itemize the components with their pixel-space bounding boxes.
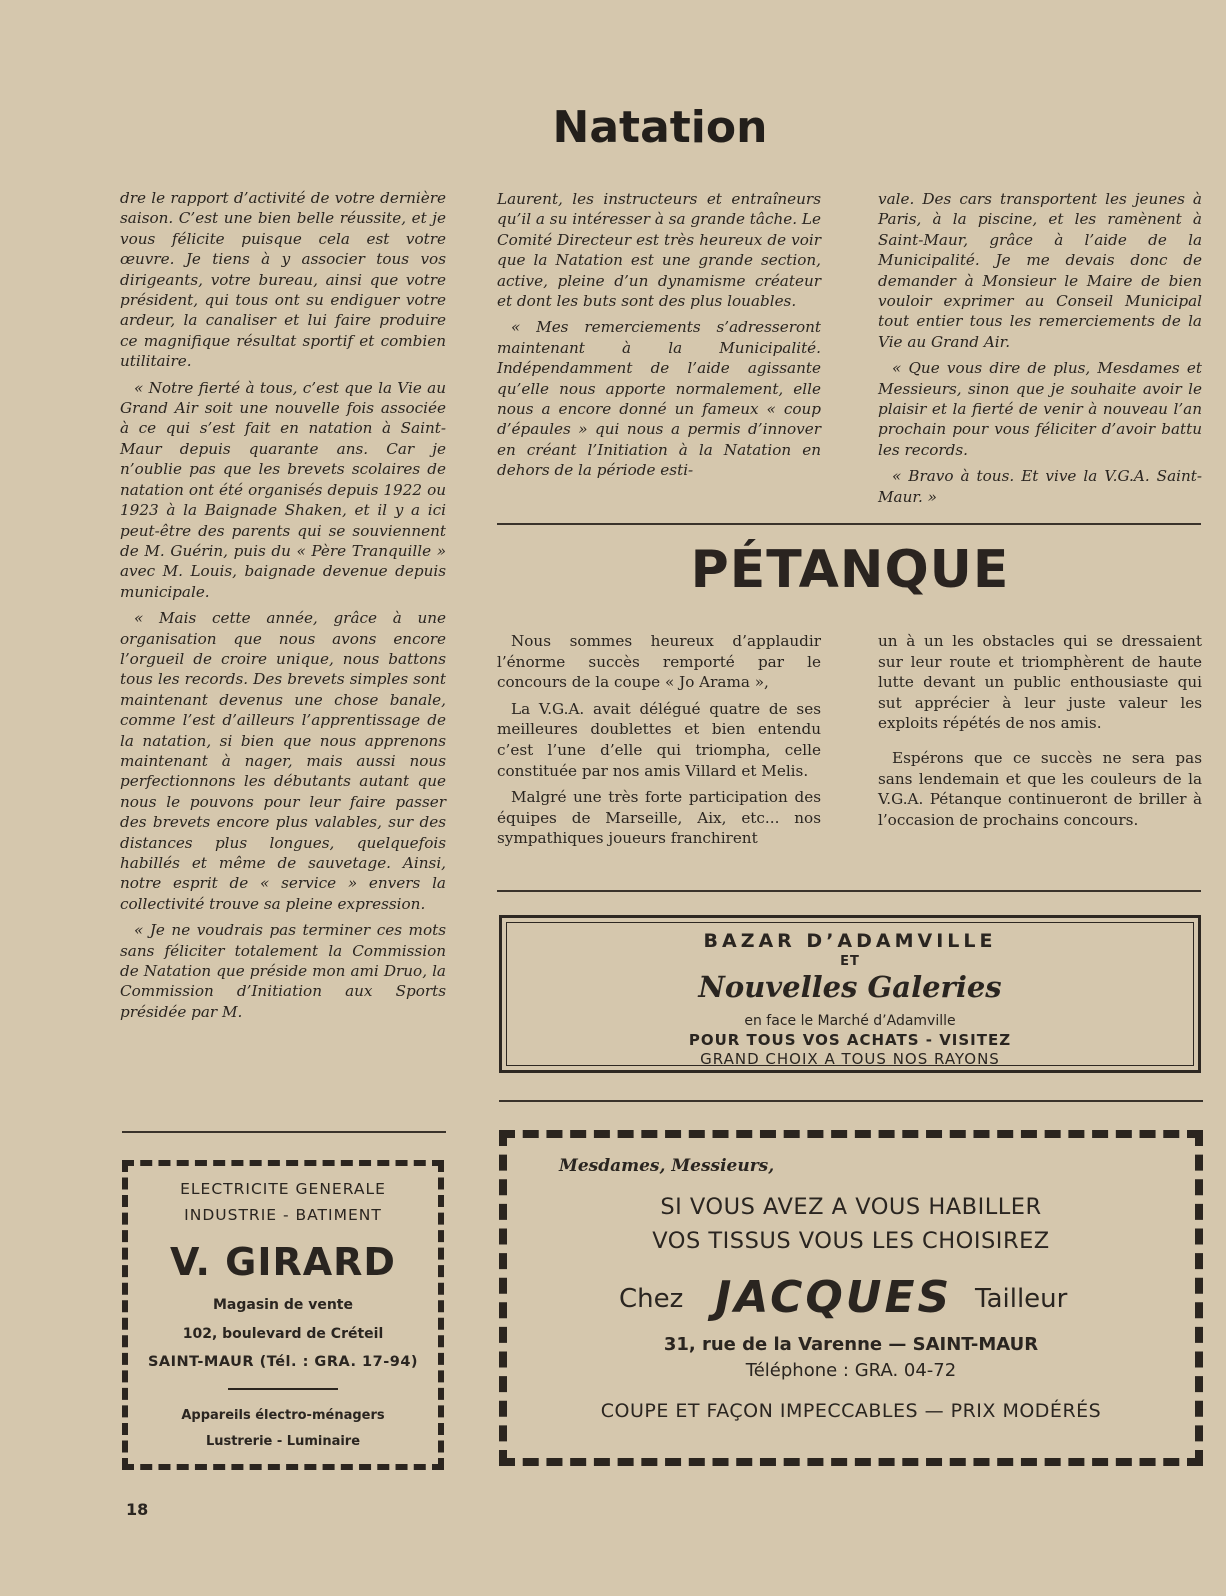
ad-text: SAINT-MAUR (Tél. : GRA. 17-94) (147, 1354, 419, 1370)
paragraph: « Mes remerciements s’adresseront maintenant à la Municipalité. Indépendamment de l’aide agissante qu’elle nous apporte normalement, elle nous a encore donné un fameux « coup d’épaules » qui nous a permis d’innover en créant l’Initiation à la Natation en dehors de la période esti- (497, 318, 821, 480)
section-divider (122, 1131, 446, 1133)
girard-advertisement (122, 1160, 444, 1470)
ad-slogan: COUPE ET FAÇON IMPECCABLES — PRIX MODÉRÉS (600, 1400, 1102, 1422)
jacques-advertisement (499, 1130, 1203, 1466)
ad-text: VOS TISSUS VOUS LES CHOISIREZ (652, 1228, 1050, 1254)
ad-text: POUR TOUS VOS ACHATS - VISITEZ (688, 1031, 1012, 1049)
paragraph: La V.G.A. avait délégué quatre de ses meilleures doublettes et bien entendu c’est l’une d’elle qui triompha, celle constituée par nos amis Villard et Melis. (497, 699, 821, 780)
ad-text: en face le Marché d’Adamville (744, 1013, 956, 1029)
section-divider (497, 523, 1201, 525)
paragraph: « Bravo à tous. Et vive la V.G.A. Saint-Maur. » (878, 467, 1202, 506)
natation-column-1 (120, 188, 446, 1028)
ad-text: ELECTRICITE GENERALE (180, 1180, 386, 1198)
ad-text: Lustrerie - Luminaire (205, 1434, 361, 1449)
petanque-column-1 (497, 631, 821, 855)
paragraph: un à un les obstacles qui se dressaient sur leur route et triomphèrent de haute lutte devant un public enthousiaste qui sut apprécier à leur juste valeur les exploits répétés de nos amis. (878, 632, 1202, 733)
section-divider (499, 1100, 1203, 1102)
paragraph: « Mais cette année, grâce à une organisation que nous avons encore l’orgueil de croire unique, nous battons tous les records. Des brevets simples sont maintenant devenus une chose banale, comme l’est d’ailleurs l’apprentissage de la natation, si bien que nous apprenons maintenant à nager, mais aussi nous perfectionnons les débutants autant que nous le pouvons pour leur faire passer des brevets encore plus valables, sur des distances plus longues, quelquefois habillés et même de sauvetage. Ainsi, notre esprit de « service » envers la collectivité trouve sa pleine expression. (120, 609, 446, 913)
bazar-advertisement (499, 915, 1201, 1073)
ad-text: SI VOUS AVEZ A VOUS HABILLER (660, 1194, 1042, 1220)
section-divider (497, 890, 1201, 892)
ad-brand: Nouvelles Galeries (698, 970, 1002, 1004)
page-number: 18 (126, 1500, 149, 1519)
petanque-title: PÉTANQUE (690, 540, 1010, 600)
ad-brand: JACQUES (715, 1272, 953, 1323)
ad-text: GRAND CHOIX A TOUS NOS RAYONS (700, 1050, 1000, 1068)
ad-divider (228, 1388, 338, 1390)
ad-text: Appareils électro-ménagers (181, 1408, 385, 1423)
ad-text: INDUSTRIE - BATIMENT (184, 1206, 382, 1224)
ad-greeting: Mesdames, Messieurs, (559, 1156, 775, 1176)
ad-text: ET (840, 954, 860, 969)
paragraph: vale. Des cars transportent les jeunes à Paris, à la piscine, et les ramènent à Saint-Maur, grâce à l’aide de la Municipalité. Je me devais donc de demander à Monsieur le Maire de bien vouloir exprimer au Conseil Municipal tout entier tous les remerciements de la Vie au Grand Air. (878, 190, 1202, 351)
paragraph: « Que vous dire de plus, Mesdames et Messieurs, sinon que je souhaite avoir le plaisir et la fierté de venir à nouveau l’an prochain pour vous féliciter d’avoir battu les records. (878, 359, 1202, 459)
ad-text: Magasin de vente (213, 1297, 353, 1313)
paragraph: Malgré une très forte participation des équipes de Marseille, Aix, etc... nos sympathiques joueurs franchirent (497, 788, 821, 848)
natation-column-2 (497, 189, 821, 487)
paragraph: « Je ne voudrais pas terminer ces mots sans féliciter totalement la Commission de Natation que préside mon ami Druo, la Commission d’Initiation aux Sports présidée par M. (120, 921, 446, 1021)
ad-text: 102, boulevard de Créteil (182, 1326, 384, 1342)
paragraph: dre le rapport d’activité de votre dernière saison. C’est une bien belle réussite, et je vous félicite puisque cela est votre œuvre. Je tiens à y associer tous vos dirigeants, votre bureau, ainsi que votre président, qui tous ont su endiguer votre ardeur, la canaliser et lui faire produire ce magnifique résultat sportif et combien utilitaire. (120, 189, 446, 371)
paragraph: Espérons que ce succès ne sera pas sans lendemain et que les couleurs de la V.G.A. Pétanque continueront de briller à l’occasion de prochains concours. (878, 748, 1202, 829)
natation-title: Natation (552, 102, 768, 153)
natation-column-3 (878, 189, 1202, 513)
ad-heading: BAZAR D’ADAMVILLE (703, 930, 997, 952)
ad-phone: Téléphone : GRA. 04-72 (745, 1360, 957, 1381)
ad-text: Chez (619, 1284, 684, 1314)
paragraph: Laurent, les instructeurs et entraîneurs qu’il a su intéresser à sa grande tâche. Le Comité Directeur est très heureux de voir que la Natation est une grande section, active, pleine d’un dynamisme créateur et dont les buts sont des plus louables. (497, 190, 821, 311)
ad-brand: V. GIRARD (170, 1240, 396, 1284)
paragraph: Nous sommes heureux d’applaudir l’énorme succès remporté par le concours de la coupe « Jo Arama », (497, 632, 821, 692)
ad-text: Tailleur (975, 1284, 1068, 1314)
ad-address: 31, rue de la Varenne — SAINT-MAUR (663, 1334, 1039, 1355)
petanque-column-2 (878, 631, 1202, 836)
paragraph: « Notre fierté à tous, c’est que la Vie au Grand Air soit une nouvelle fois associée à ce qui s’est fait en natation à Saint-Maur depuis quarante ans. Car je n’oublie pas que les brevets scolaires de natation ont été organisés depuis 1922 ou 1923 à la Baignade Shaken, et il y a ici peut-être des parents qui se souviennent de M. Guérin, puis du « Père Tranquille » avec M. Louis, baignade devenue depuis municipale. (120, 378, 446, 601)
